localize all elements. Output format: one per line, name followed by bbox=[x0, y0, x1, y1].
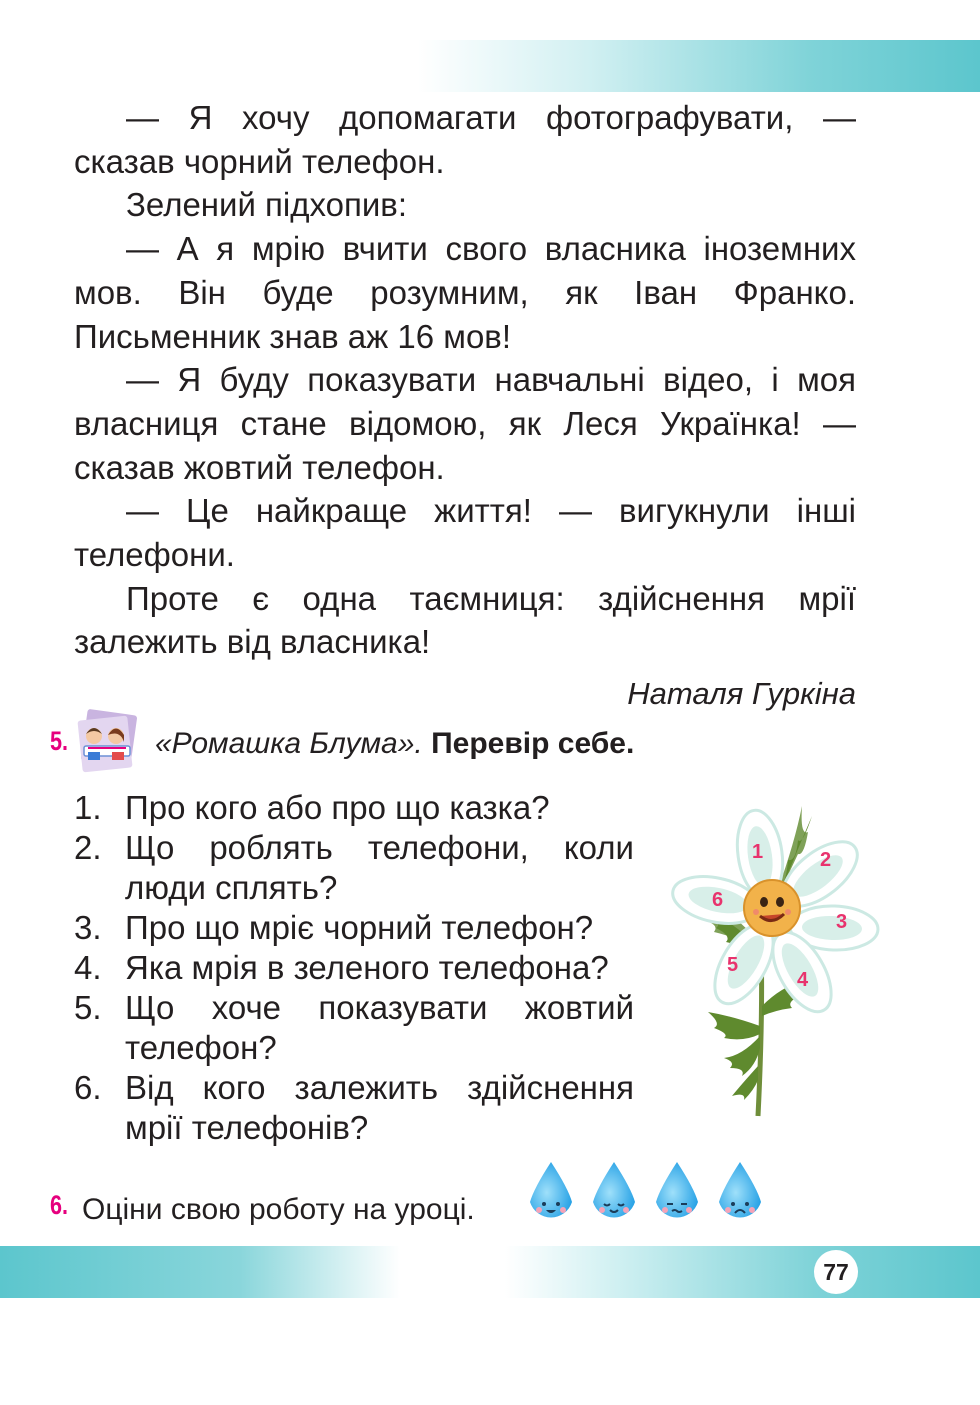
questions-list bbox=[74, 788, 634, 1148]
list-item bbox=[74, 828, 634, 908]
story-paragraph: — Я хочу допомагати фотографувати, — сказав чорний телефон. bbox=[74, 99, 856, 180]
question-number: 5. bbox=[74, 989, 102, 1026]
task-5-title-bold: Перевір себе. bbox=[431, 727, 635, 760]
page-number: 77 bbox=[814, 1250, 858, 1294]
petal-number-5: 5 bbox=[727, 954, 739, 976]
question-text: Що роблять телефони, коли люди сплять? bbox=[125, 829, 634, 906]
petal-number-4: 4 bbox=[797, 969, 809, 991]
drop-sad-icon[interactable] bbox=[719, 1162, 761, 1217]
bottom-right-band bbox=[505, 1246, 980, 1298]
story-text bbox=[74, 96, 856, 664]
question-number: 6. bbox=[74, 1069, 102, 1106]
task-5-title-italic: «Ромашка Блума». bbox=[155, 727, 423, 760]
bottom-left-band bbox=[0, 1246, 400, 1298]
question-number: 4. bbox=[74, 949, 102, 986]
question-number: 1. bbox=[74, 789, 102, 826]
self-assessment-drops bbox=[524, 1160, 769, 1230]
list-item bbox=[74, 1068, 634, 1148]
group-work-icon bbox=[74, 708, 140, 776]
story-paragraph: Проте є одна таємниця: здійснення мрії залежить від власника! bbox=[74, 579, 856, 661]
task-5-heading bbox=[155, 724, 634, 764]
question-text: Про кого або про що казка? bbox=[125, 789, 550, 826]
petal-number-6: 6 bbox=[712, 889, 724, 911]
story-author: Наталя Гуркіна bbox=[627, 676, 856, 711]
story-paragraph: Зелений підхопив: bbox=[126, 186, 407, 224]
list-item bbox=[74, 988, 634, 1068]
question-text: Від кого залежить здійснення мрії телефонів? bbox=[125, 1069, 634, 1146]
task-5-number: 5. bbox=[50, 726, 69, 756]
list-item bbox=[74, 948, 634, 988]
question-number: 3. bbox=[74, 909, 102, 946]
top-decorative-band bbox=[418, 40, 980, 92]
bloom-daisy-illustration bbox=[652, 796, 882, 1126]
petal-number-3: 3 bbox=[836, 911, 848, 933]
petal-number-1: 1 bbox=[752, 841, 764, 863]
list-item bbox=[74, 788, 634, 828]
drop-neutral-icon[interactable] bbox=[656, 1162, 698, 1217]
drop-happy-icon[interactable] bbox=[530, 1162, 572, 1217]
question-text: Що хоче показувати жовтий телефон? bbox=[125, 989, 634, 1066]
drop-content-icon[interactable] bbox=[593, 1162, 635, 1217]
task-6-number: 6. bbox=[50, 1190, 69, 1220]
question-text: Про що мріє чорний телефон? bbox=[125, 909, 594, 946]
question-number: 2. bbox=[74, 829, 102, 866]
question-text: Яка мрія в зеленого телефона? bbox=[125, 949, 609, 986]
story-paragraph: — Я буду показувати навчальні відео, і моя власниця стане відомою, як Леся Українка! — сказав жовтий телефон. bbox=[74, 361, 856, 486]
story-paragraph: — Це найкраще життя! — вигукнули інші телефони. bbox=[74, 492, 856, 574]
story-paragraph: — А я мрію вчити свого власника іноземних мов. Він буде розумним, як Іван Франко. Письменник знав аж 16 мов! bbox=[74, 230, 856, 355]
list-item bbox=[74, 908, 634, 948]
task-6-text: Оціни свою роботу на уроці. bbox=[82, 1193, 475, 1226]
petal-number-2: 2 bbox=[820, 849, 832, 871]
